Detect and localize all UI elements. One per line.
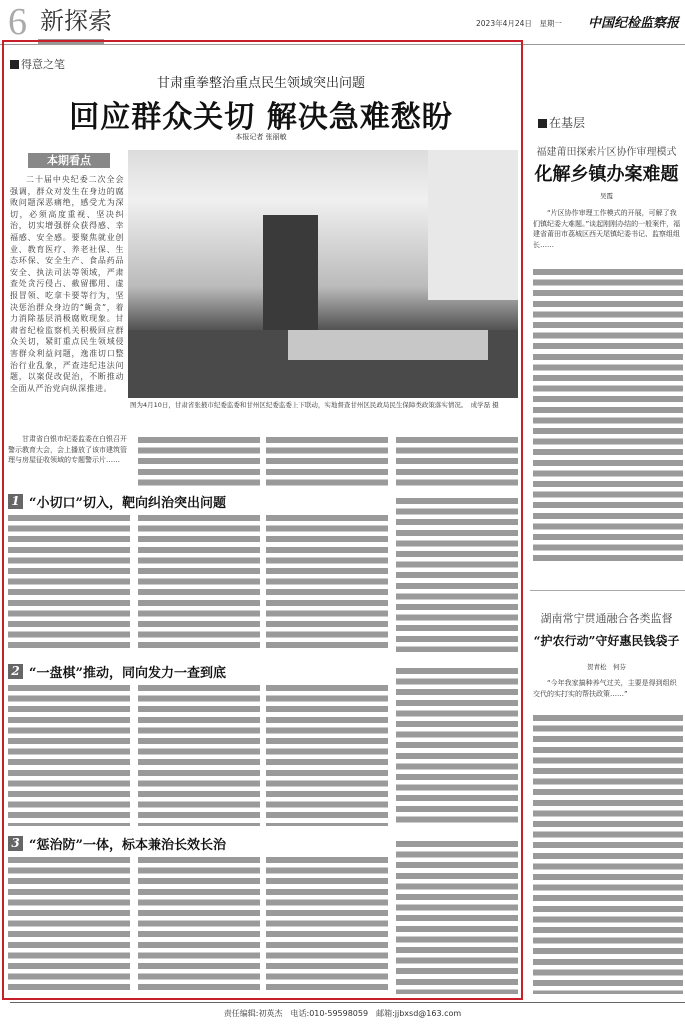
article-body-text [396,838,518,994]
side-article-2-lead: “今年我家搞种养气过关，主要是得到组织交代的实打实的帮扶政策……” [533,679,677,698]
article-body-text [266,682,388,826]
footer-divider [10,1002,685,1003]
side-article-2-subtitle: 湖南常宁贯通融合各类监督 [540,612,673,625]
masthead-logo: 中国纪检监察报 [588,16,680,31]
intro-paragraph: 甘肃省白银市纪委监委在白银召开警示教育大会，会上播放了该市建筑管理与房屋征收领域的专题警示片…… [8,435,127,465]
article-headline: 回应群众关切 解决急难愁盼 [69,100,453,135]
article-body-text [533,266,683,566]
side-article-1-byline: 吴霞 [600,192,613,200]
side-article-1-headline: 化解乡镇办案难题 [534,164,679,185]
highlights-text: 二十届中央纪委二次全会强调，群众对发生在身边的腐败问题深恶痛绝，感受尤为深切，必须高度重视、坚决纠治，切实增强群众获得感、幸福感、安全感。要聚焦就业创业、教育医疗、养老社保、生态环保、安全生产、食品药品安全、执法司法等领域，严肃查处贪污侵占、截留挪用、虚报冒领、吃拿卡要等行为，坚决惩治群众身边的“蝇贪”，着力消除基层消极腐败现象。甘肃省纪检监察机关积极回应群众关切，紧盯重点民生领域侵害群众利益问题，逸准切口整治行业乱象，严查违纪违法问题，以案促改促治，不断推动全面从严治党向纵深推进。 [10,175,124,393]
article-body-text [266,512,388,652]
photo-caption: 图为4月10日，甘肃省张掖市纪委监委和甘州区纪委监委上下联动，实地督查甘州区民政局民生保障类政策落实情况。 成学磊 摄 [130,401,499,409]
pen-icon [10,60,19,69]
section-number: 2 [8,664,23,679]
article-body-text [138,682,260,826]
issue-date: 2023年4月24日 星期一 [476,19,562,28]
photo-door [263,215,318,330]
section-heading-2 [8,662,226,681]
side-article-2-byline: 贺青松 何芬 [587,663,626,671]
article-body-text [8,512,130,652]
side-article-1-lead: “片区协作审理工作模式的开展，可解了我们镇纪委大难题。”谈起刚刚办结的一般案件，福建省莆田市荔城区西天尾镇纪委书记、监察组组长…… [533,209,681,249]
article-body-text [266,434,388,486]
section-heading-text: “一盘棋”推动，同向发力一查到底 [29,666,226,681]
page-number: 6 [8,1,27,43]
article-subtitle: 甘肃重拳整治重点民生领域突出问题 [156,76,365,91]
article-body-text [8,682,130,826]
section-heading-text: “惩治防”一体，标本兼治长效长治 [29,838,226,853]
section-heading-1 [8,492,226,511]
article-body-text [138,512,260,652]
article-body-text [138,434,260,486]
editor-info: 责任编辑:初英杰 电话:010-59598059 邮箱:jjbxsd@163.com [223,1009,462,1018]
side-article-1-subtitle: 福建莆田探索片区协作审理模式 [536,147,677,158]
pen-icon [538,119,547,128]
photo-documents [288,330,488,360]
section-heading-3 [8,834,226,853]
column-tag [10,56,65,72]
side-divider [530,590,685,591]
section-title: 新探索 [40,7,112,35]
article-body-text [396,434,518,486]
highlights-title: 本期看点 [28,153,110,168]
article-body-text [8,854,130,994]
side-column-tag [538,114,585,131]
article-body-text [396,495,518,652]
photo-wall-panel [428,150,518,300]
section-number: 3 [8,836,23,851]
side-article-2-headline: “护农行动”守好惠民钱袋子 [533,634,680,648]
article-byline: 本报记者 张丽敏 [235,133,287,141]
section-heading-text: “小切口”切入，靶向纠治突出问题 [29,496,226,511]
article-body-text [138,854,260,994]
article-body-text [266,854,388,994]
section-number: 1 [8,494,23,509]
side-column-tag-label: 在基层 [549,116,586,130]
news-photo [128,150,518,398]
article-body-text [533,712,683,994]
article-body-text [396,665,518,826]
column-tag-label: 得意之笔 [21,58,65,71]
